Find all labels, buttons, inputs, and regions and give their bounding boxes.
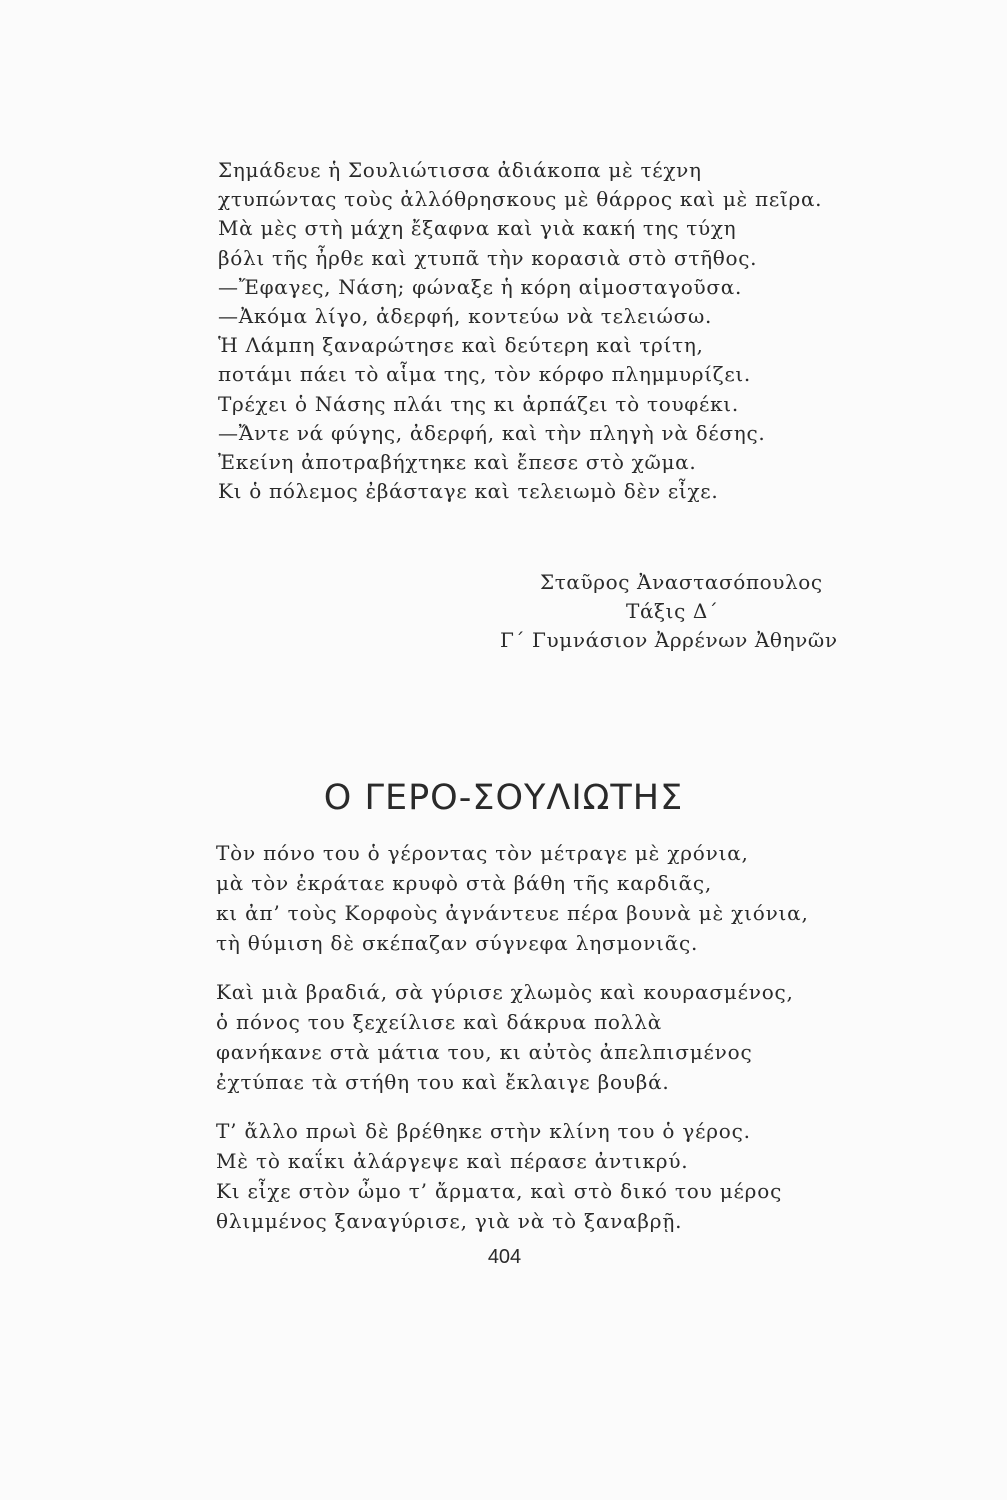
poem — [216, 838, 856, 1255]
author-name: Σταῦρος Ἀναστασόπουλος — [540, 570, 823, 594]
stanza — [216, 838, 856, 958]
author-school: Γ΄ Γυμνάσιον Ἀρρένων Ἀθηνῶν — [500, 628, 838, 652]
poem-line: Καὶ μιὰ βραδιά, σὰ γύρισε χλωμὸς καὶ κουρασμένος, — [216, 980, 794, 1004]
page-number — [0, 1246, 1007, 1269]
poem-title — [0, 778, 1007, 818]
author-class: Τάξις Δ΄ — [626, 599, 719, 623]
poem-line: μὰ τὸν ἐκράταε κρυφὸ στὰ βάθη τῆς καρδιᾶς, — [216, 871, 713, 895]
poem-line: Μὰ μὲς στὴ μάχη ἔξαφνα καὶ γιὰ κακή της τύχη — [218, 216, 737, 241]
poem-line: Κι ὁ πόλεμος ἐβάσταγε καὶ τελειωμὸ δὲν εἶχε. — [218, 479, 719, 504]
poem-line: Κι εἶχε στὸν ὦμο τ’ ἄρματα, καὶ στὸ δικό του μέρος — [216, 1179, 783, 1203]
poem-excerpt — [218, 156, 858, 506]
poem-line: Μὲ τὸ καΐκι ἀλάργεψε καὶ πέρασε ἀντικρύ. — [216, 1149, 689, 1173]
poem-line: Ἐκείνη ἀποτραβήχτηκε καὶ ἔπεσε στὸ χῶμα. — [218, 450, 697, 475]
stanza — [216, 1116, 856, 1236]
poem-line: κι ἀπ’ τοὺς Κορφοὺς ἀγνάντευε πέρα βουνὰ μὲ χιόνια, — [216, 901, 809, 925]
poem-line: Σημάδευε ἡ Σουλιώτισσα ἀδιάκοπα μὲ τέχνη — [218, 158, 702, 182]
poem-line: θλιμμένος ξαναγύρισε, γιὰ νὰ τὸ ξαναβρῇ. — [216, 1209, 683, 1233]
page-number-text: 404 — [487, 1246, 522, 1268]
poem-line: φανήκανε στὰ μάτια του, κι αὐτὸς ἀπελπισμένος — [216, 1040, 753, 1064]
poem-line: —Ἄντε νά φύγης, ἀδερφή, καὶ τὴν πληγὴ νὰ δέσης. — [218, 420, 766, 445]
poem-line: ὁ πόνος του ξεχείλισε καὶ δάκρυα πολλὰ — [216, 1010, 663, 1034]
poem-line: Τὸν πόνο του ὁ γέροντας τὸν μέτραγε μὲ χρόνια, — [216, 841, 749, 865]
poem-title-text: Ο ΓΕΡΟ-ΣΟΥΛΙΩΤΗΣ — [323, 778, 684, 818]
poem-line: χτυπώντας τοὺς ἀλλόθρησκους μὲ θάρρος καὶ μὲ πεῖρα. — [218, 187, 823, 212]
stanza — [216, 977, 856, 1097]
poem-line: τὴ θύμιση δὲ σκέπαζαν σύγνεφα λησμονιᾶς. — [216, 931, 699, 955]
poem-line: ποτάμι πάει τὸ αἷμα της, τὸν κόρφο πλημμυρίζει. — [218, 362, 751, 387]
poem-line: Τ’ ἄλλο πρωὶ δὲ βρέθηκε στὴν κλίνη του ὁ γέρος. — [216, 1119, 751, 1143]
poem-line: —Ἔφαγες, Νάση; φώναξε ἡ κόρη αἱμοσταγοῦσα. — [218, 274, 743, 299]
poem-line: ἐχτύπαε τὰ στήθη του καὶ ἔκλαιγε βουβά. — [216, 1070, 670, 1094]
poem-line: βόλι τῆς ἦρθε καὶ χτυπᾶ τὴν κορασιὰ στὸ στῆθος. — [218, 245, 758, 270]
poem-line: —Ἀκόμα λίγο, ἀδερφή, κοντεύω νὰ τελειώσω. — [218, 304, 713, 329]
author-signature — [500, 568, 890, 655]
poem-line: Τρέχει ὁ Νάσης πλάι της κι ἁρπάζει τὸ τουφέκι. — [218, 391, 739, 416]
poem-line: Ἡ Λάμπη ξαναρώτησε καὶ δεύτερη καὶ τρίτη, — [218, 333, 704, 358]
